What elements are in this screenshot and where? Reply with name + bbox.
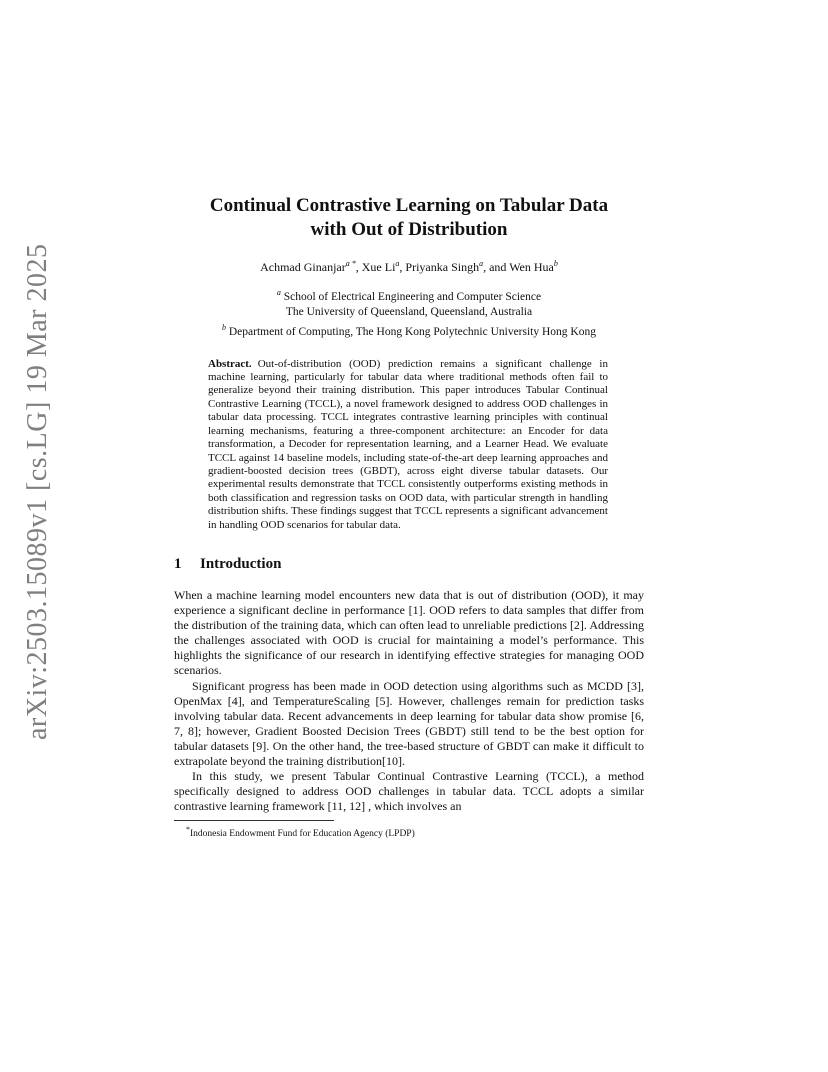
author-list <box>174 256 644 275</box>
footnote-text: Indonesia Endowment Fund for Education Agency (LPDP) <box>189 829 415 840</box>
footnote-rule <box>174 820 334 821</box>
paper-title <box>174 194 644 242</box>
title-line-2: with Out of Distribution <box>310 219 508 240</box>
author-separator: , <box>355 260 362 274</box>
author-mark: b <box>553 259 558 268</box>
affiliation-a <box>174 285 644 305</box>
affiliation-a-line-2: The University of Queensland, Queensland, Australia <box>285 305 533 318</box>
affiliation-b-line-1: Department of Computing, The Hong Kong Polytechnic University Hong Kong <box>228 325 596 338</box>
affiliation-a-line-1: School of Electrical Engineering and Computer Science <box>283 290 542 303</box>
paper-page <box>174 194 644 841</box>
affiliation-mark: a <box>276 288 281 297</box>
author-name: Priyanka Singh <box>405 260 480 274</box>
footnote <box>174 824 644 840</box>
paragraph: When a machine learning model encounters new data that is out of distribution (OOD), it may experience a significant decline in performance [1]. OOD refers to data samples that differ from the distribution of the training data, which can often lead to unreliable predictions [2]. Addressing the challenges associated with OOD is crucial for maintaining a model’s performance. This highlights the significance of our research in identifying effective strategies for managing OOD scenarios. <box>174 587 644 678</box>
author-mark: a * <box>345 259 356 268</box>
section-title: Introduction <box>200 555 282 572</box>
affiliation-b <box>174 320 644 340</box>
author-name: Xue Li <box>361 260 396 274</box>
abstract-text: Out-of-distribution (OOD) prediction remains a significant challenge in machine learning, particularly for tabular data where traditional methods often fail to generalize beyond their training distribution. This paper introduces Tabular Continual Contrastive Learning (TCCL), a novel framework designed to address OOD challenges in tabular data processing. TCCL integrates contrastive learning principles with continual learning mechanisms, featuring a three-component architecture: an Encoder for data transformation, a Decoder for representation learning, and a Learner Head. We evaluate TCCL against 14 baseline models, including state-of-the-art deep learning approaches and gradient-boosted decision trees (GBDT), across eight diverse tabular datasets. Our experimental results demonstrate that TCCL consistently outperforms existing methods in both classification and regression tasks on OOD data, with particular strength in handling distribution shifts. These findings suggest that TCCL represents a significant advancement in handling OOD scenarios for tabular data. <box>208 357 608 531</box>
abstract <box>208 358 608 532</box>
section-heading <box>174 554 644 574</box>
affiliation-mark: b <box>222 322 226 332</box>
affiliations <box>174 285 644 340</box>
author-separator: , <box>399 260 406 274</box>
paragraph: Significant progress has been made in OOD detection using algorithms such as MCDD [3], OpenMax [4], and TemperatureScaling [5]. However, challenges remain for prediction tasks involving tabular data. Recent advancements in deep learning for tabular data show promise [6, 7, 8]; however, Gradient Boosted Decision Trees (GBDT) still tend to be the best option for tabular datasets [9]. On the other hand, the tree-based structure of GBDT can make it difficult to extrapolate beyond the training distribution[10]. <box>174 678 644 768</box>
author-name: Wen Hua <box>509 260 554 274</box>
footnote-mark: * <box>186 825 190 835</box>
section-number: 1 <box>174 555 182 572</box>
author-separator: , and <box>483 260 510 274</box>
abstract-label: Abstract. <box>208 357 252 370</box>
author-mark: a <box>479 259 484 268</box>
arxiv-stamp: arXiv:2503.15089v1 [cs.LG] 19 Mar 2025 <box>22 243 53 740</box>
title-line-1: Continual Contrastive Learning on Tabular Data <box>209 195 609 216</box>
author-mark: a <box>395 259 400 268</box>
author-name: Achmad Ginanjar <box>260 260 346 274</box>
introduction-body <box>174 588 644 814</box>
paragraph: In this study, we present Tabular Continual Contrastive Learning (TCCL), a method specifically designed to address OOD challenges in tabular data. TCCL adopts a similar contrastive learning framework [11, 12] , which involves an <box>174 769 644 814</box>
